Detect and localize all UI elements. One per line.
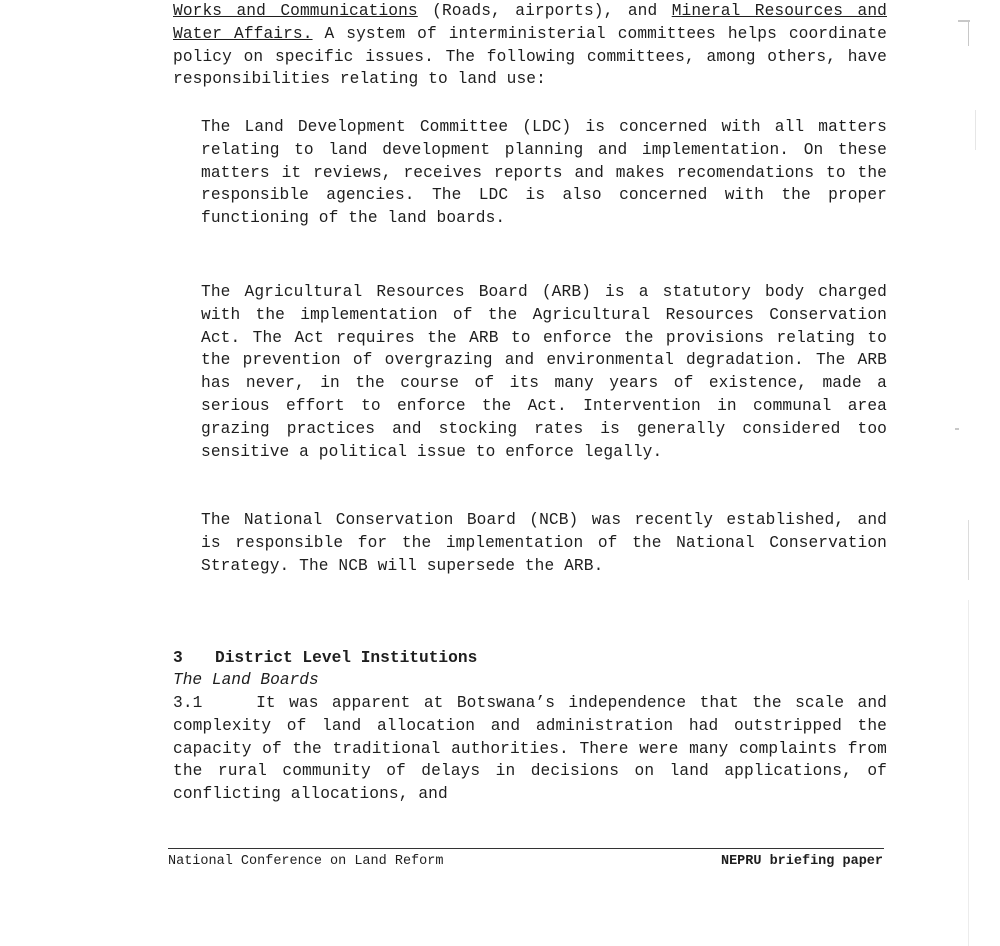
scan-mark [955,428,959,430]
section-title: District Level Institutions [215,649,478,667]
intro-text-2: A system of interministerial committees helps coordinate policy on specific issues. The following committees, among others, have responsibilities relating to land use: [173,24,887,89]
intro-text-1: (Roads, airports), and [417,2,672,20]
ncb-paragraph: The National Conservation Board (NCB) was recently established, and is responsible for the implementation of the National Conservation Strategy. The NCB will supersede the ARB. [201,511,887,575]
land-boards-paragraph [173,692,887,806]
footer-conference-title: National Conference on Land Reform [168,854,444,869]
scan-mark [968,520,969,580]
subsection-heading: The Land Boards [173,671,319,689]
section-number: 3 [173,649,183,667]
arb-paragraph: The Agricultural Resources Board (ARB) is a statutory body charged with the implementation of the Agricultural Resources Conservation Act. The Act requires the ARB to enforce the provisions relating to the prevention of overgrazing and environmental degradation. The ARB has never, in the course of its many years of existence, made a serious effort to enforce the Act. Intervention in communal area grazing practices and stocking rates is generally considered too sensitive a political issue to enforce legally. [201,283,887,461]
land-boards-text: It was apparent at Botswana’s independence that the scale and complexity of land allocation and administration had outstripped the capacity of the traditional authorities. There were many complaints from the rural community of delays in decisions on land applications, of conflicting allocations, and [173,694,887,804]
footer-rule [168,848,884,849]
ldc-paragraph: The Land Development Committee (LDC) is concerned with all matters relating to land development planning and implementation. On these matters it reviews, receives reports and makes recomendations to the responsible agencies. The LDC is also concerned with the proper functioning of the land boards. [201,118,887,228]
scan-mark [968,22,969,46]
ministry-minerals-link: Mineral Resources and Water Affairs. [173,2,887,43]
section-heading [173,647,477,669]
scan-mark [975,110,976,150]
footer-paper-type: NEPRU briefing paper [720,854,883,869]
intro-paragraph [173,0,887,91]
paragraph-number: 3.1 [173,694,203,712]
scan-mark [968,600,969,946]
ministry-works-link: Works and Communications [173,2,418,20]
